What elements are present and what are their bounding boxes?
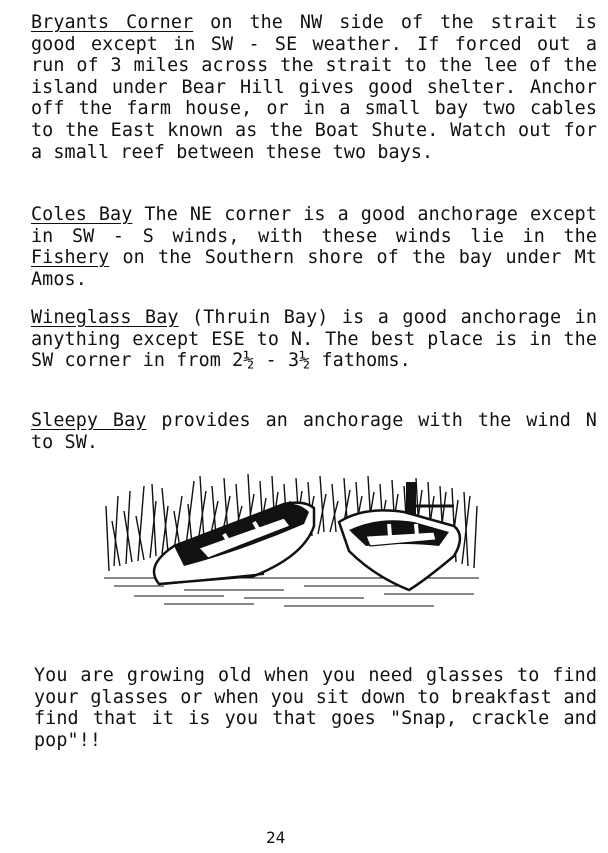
- rowboats-illustration: [104, 466, 479, 612]
- paragraph-text-continued: on the Southern shore of the bay under Mt Amos.: [31, 247, 597, 290]
- paragraph-text: provides an anchorage with the wind N to SW.: [31, 410, 597, 453]
- paragraph-wineglass-bay: [31, 307, 597, 372]
- joke-text: You are growing old when you need glasses to find your glasses or when you sit down to breakfast and find that it is you that goes "Snap, crackle and pop"!!: [34, 665, 597, 751]
- joke-paragraph: [34, 665, 597, 751]
- paragraph-sleepy-bay: [31, 410, 597, 453]
- place-name-fishery: Fishery: [31, 247, 110, 269]
- left-boat-drawing: [154, 503, 314, 584]
- place-name: Bryants Corner: [31, 12, 194, 33]
- paragraph-text: The NE corner is a good anchorage except in SW - S winds, with these winds lie in the: [31, 204, 597, 247]
- paragraph-bryants-corner: [31, 12, 597, 163]
- paragraph-coles-bay: [31, 204, 597, 290]
- place-name: Sleepy Bay: [31, 410, 147, 431]
- page-number: 24: [266, 828, 286, 847]
- place-name: Wineglass Bay: [31, 307, 179, 328]
- paragraph-text: on the NW side of the strait is good except in SW - SE weather. If forced out a run of 3 miles across the strait to the lee of the island under Bear Hill gives good shelter. Anchor off the farm house, or in a small bay two cables to the East known as the Boat Shute. Watch out for a small reef between these two bays.: [31, 12, 597, 163]
- place-name: Coles Bay: [31, 204, 133, 225]
- paragraph-text: (Thruin Bay) is a good anchorage in anything except ESE to N. The best place is in the SW corner in from 2½ - 3½ fathoms.: [31, 307, 597, 372]
